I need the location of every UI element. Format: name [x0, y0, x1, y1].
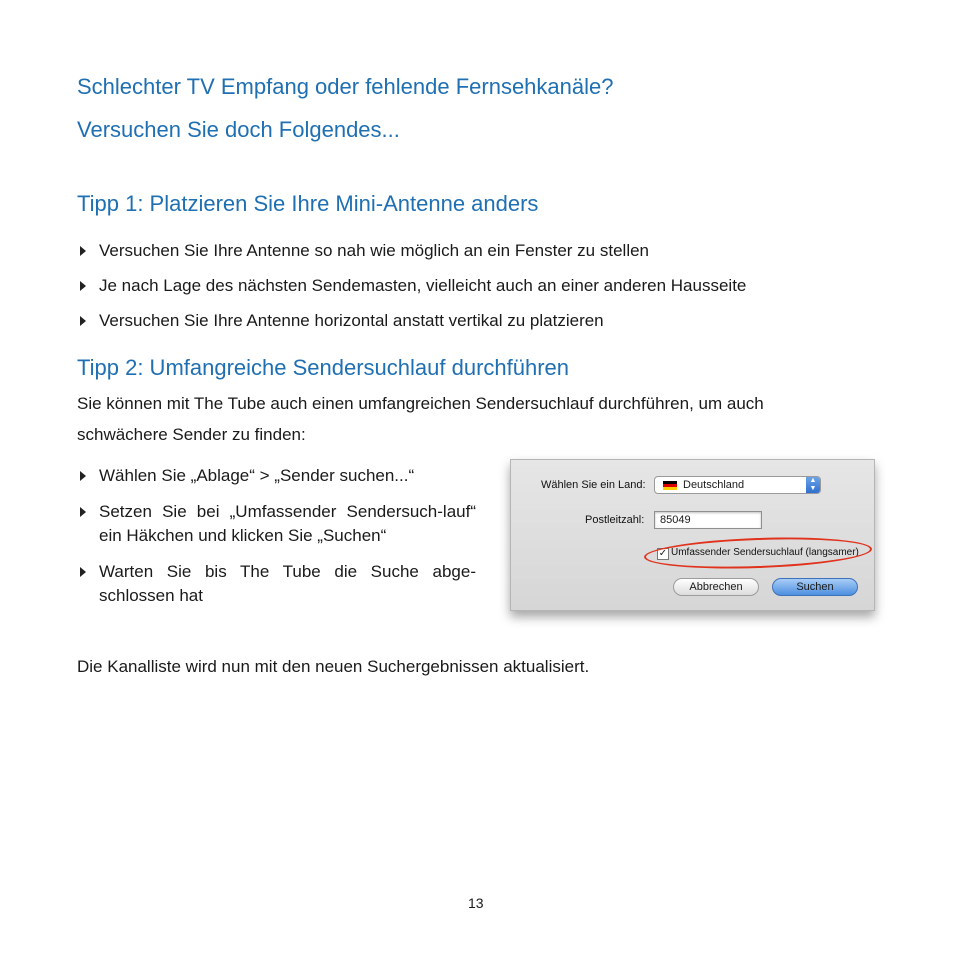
cancel-button[interactable]: Abbrechen: [673, 578, 759, 596]
page-heading-line2: Versuchen Sie doch Folgendes...: [77, 117, 400, 142]
tip2-intro-line2: schwächere Sender zu finden:: [77, 425, 306, 444]
extended-search-checkbox[interactable]: ✓: [658, 548, 668, 559]
german-flag-icon: [663, 481, 677, 490]
zip-input[interactable]: [654, 511, 762, 529]
search-dialog-screenshot: [510, 459, 875, 611]
tip2-title: Tipp 2: Umfangreiche Sendersuchlauf durchführen: [77, 355, 570, 380]
tip1-bullet-2: Je nach Lage des nächsten Sendemasten, vielleicht auch an einer anderen Hausseite: [99, 276, 747, 295]
extended-search-label: Umfassender Sendersuchlauf (langsamer): [671, 547, 859, 558]
country-select[interactable]: [654, 476, 821, 494]
page-heading-line1: Schlechter TV Empfang oder fehlende Fernsehkanäle?: [77, 74, 614, 99]
page-number: 13: [468, 895, 484, 911]
tip2-intro-line1: Sie können mit The Tube auch einen umfangreichen Sendersuchlauf durchführen, um auch: [77, 394, 764, 413]
bullet-icon: [80, 281, 86, 291]
bullet-icon: [80, 567, 86, 577]
zip-label: Postleitzahl:: [585, 514, 645, 526]
tip1-bullet-3: Versuchen Sie Ihre Antenne horizontal anstatt vertikal zu platzieren: [99, 311, 604, 330]
tip1-bullet-1: Versuchen Sie Ihre Antenne so nah wie möglich an ein Fenster zu stellen: [99, 241, 650, 260]
bullet-icon: [80, 246, 86, 256]
bullet-icon: [80, 316, 86, 326]
search-button[interactable]: Suchen: [772, 578, 858, 596]
zip-value: 85049: [660, 514, 691, 526]
highlight-oval: [644, 534, 873, 572]
tip2-bullet-2: Setzen Sie bei „Umfassender Sendersuch-lauf“ ein Häkchen und klicken Sie „Suchen“: [99, 502, 476, 545]
country-value: Deutschland: [683, 479, 745, 491]
bullet-icon: [80, 471, 86, 481]
tip1-title: Tipp 1: Platzieren Sie Ihre Mini-Antenne anders: [77, 191, 539, 216]
footer-text: Die Kanalliste wird nun mit den neuen Suchergebnissen aktualisiert.: [77, 657, 590, 676]
popup-arrows-icon: ▲ ▼: [806, 477, 820, 493]
tip2-bullet-3: Warten Sie bis The Tube die Suche abge-schlossen hat: [99, 562, 476, 605]
bullet-icon: [80, 507, 86, 517]
tip2-bullet-1: Wählen Sie „Ablage“ > „Sender suchen...“: [99, 466, 415, 485]
country-label: Wählen Sie ein Land:: [541, 479, 646, 491]
